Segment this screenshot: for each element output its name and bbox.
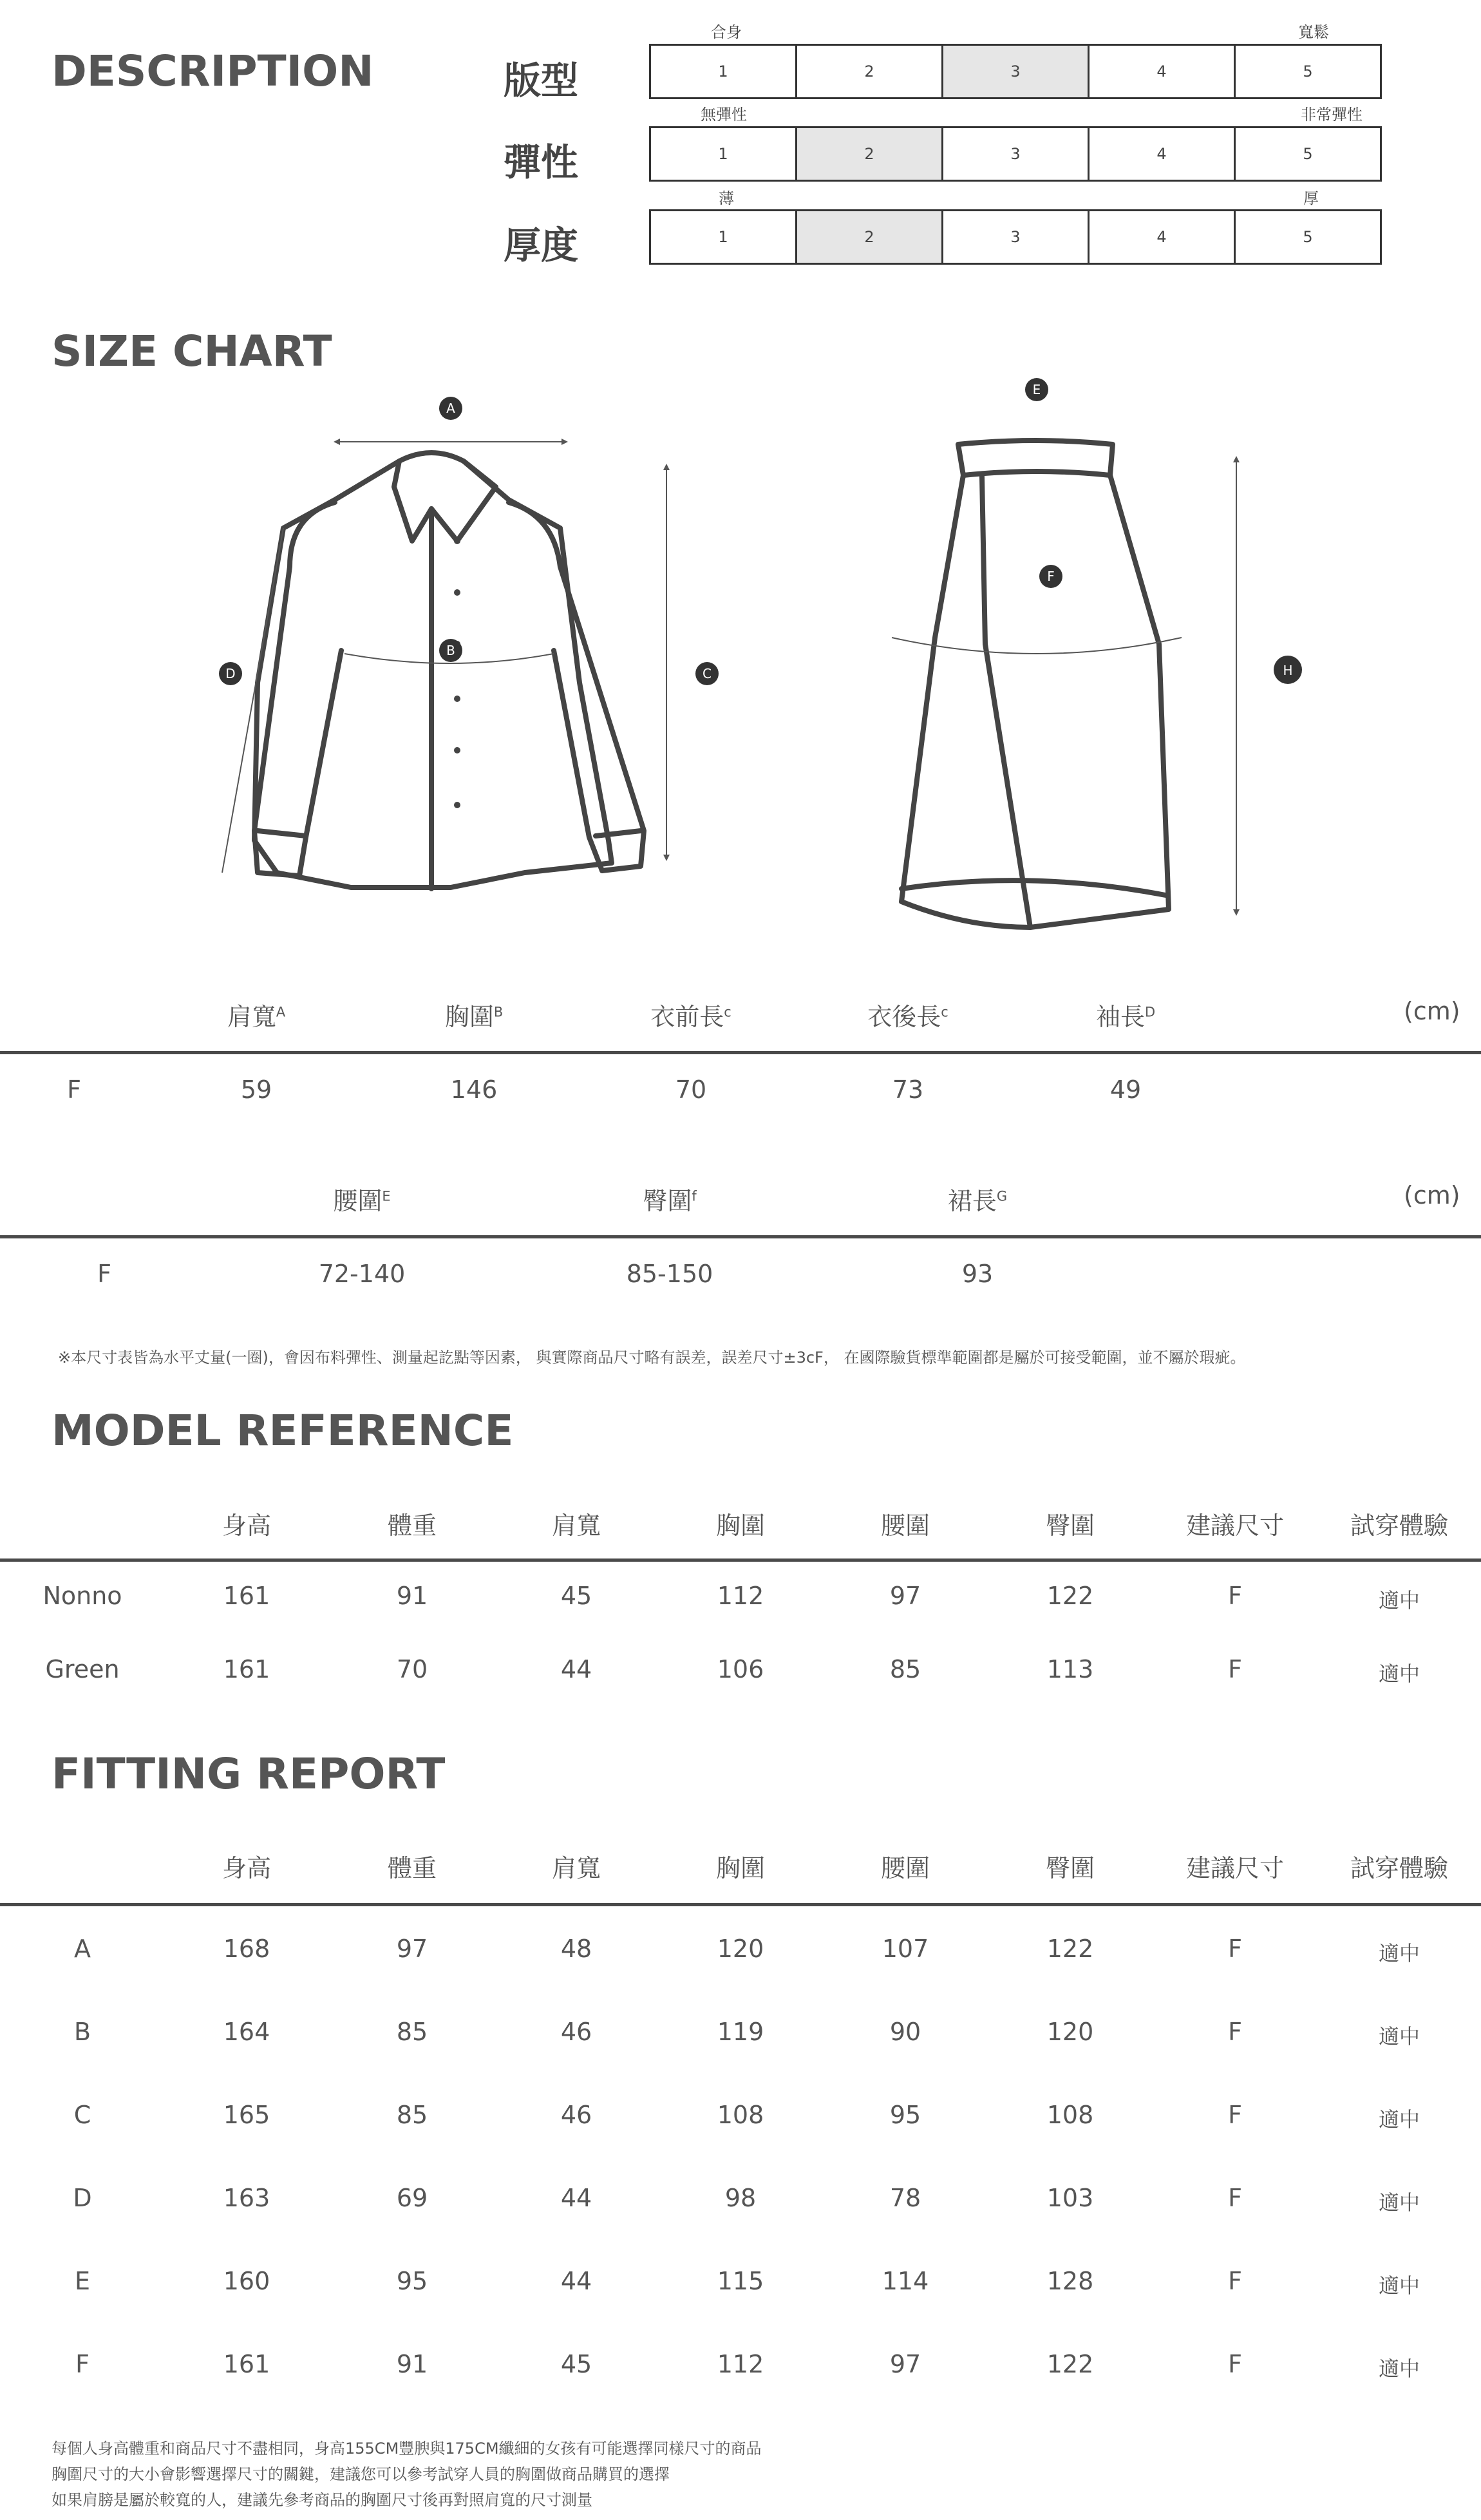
table-cell: F (1228, 1935, 1242, 1963)
column-header: 胸圍 (715, 1854, 766, 1882)
size-label: F (97, 1260, 111, 1288)
column-header: 裙長$^G$ (947, 1187, 1008, 1215)
marker-f-label: F (1047, 569, 1055, 584)
table-rule (0, 1051, 1481, 1054)
scale-left-label: 無彈性 (701, 106, 747, 124)
table-cell: 93 (961, 1260, 994, 1288)
marker-h-label: H (1283, 663, 1293, 678)
column-header: 腰圍 (880, 1854, 930, 1882)
table-cell: 48 (560, 1935, 592, 1963)
column-header: 臀圍 (1045, 1854, 1095, 1882)
table-cell: 適中 (1378, 1588, 1420, 1613)
skirt-illustration (837, 361, 1352, 940)
table-cell: 45 (560, 1582, 592, 1610)
attribute-label: 彈性 (504, 140, 579, 184)
table-cell: 46 (560, 2018, 592, 2046)
column-header: 肩寬 (551, 1511, 601, 1540)
column-header: 肩寬$^A$ (227, 1003, 286, 1031)
column-header: 建議尺寸 (1185, 1854, 1285, 1882)
table-cell: 146 (450, 1075, 498, 1104)
table-cell: 112 (717, 2350, 764, 2378)
table-cell: 69 (396, 2184, 428, 2212)
table-cell: 適中 (1378, 2273, 1420, 2298)
table-cell: 165 (223, 2101, 270, 2129)
rating-scale (649, 126, 1382, 182)
table-cell: 161 (223, 1655, 270, 1683)
table-cell: 70 (396, 1655, 428, 1683)
skirt-diagram (837, 361, 1352, 940)
table-rule (0, 1235, 1481, 1238)
column-header: 體重 (387, 1511, 437, 1540)
column-header: 身高 (222, 1854, 272, 1882)
table-cell: 44 (560, 2184, 592, 2212)
table-cell: F (1228, 1582, 1242, 1610)
table-cell: 97 (889, 2350, 921, 2378)
marker-h (1274, 656, 1302, 684)
scale-cell: 3 (941, 128, 1088, 180)
fitting-note: 胸圍尺寸的大小會影響選擇尺寸的關鍵，建議您可以參考試穿人員的胸圍做商品購買的選擇 (52, 2465, 670, 2483)
table-cell: 44 (560, 2267, 592, 2295)
table-cell: 168 (223, 1935, 270, 1963)
column-header: 胸圍 (715, 1511, 766, 1540)
table-cell: 97 (889, 1582, 921, 1610)
marker-c-label: C (703, 666, 712, 681)
table-cell: 適中 (1378, 1941, 1420, 1966)
column-header: 腰圍 (880, 1511, 930, 1540)
table-cell: F (1228, 2018, 1242, 2046)
rating-scale (649, 209, 1382, 265)
scale-cell: 2 (795, 46, 941, 97)
unit-label: (cm) (1404, 1181, 1460, 1209)
shirt-illustration (0, 386, 740, 914)
column-header: 臀圍$^f$ (643, 1187, 697, 1215)
unit-label: (cm) (1404, 997, 1460, 1025)
scale-cell: 3 (941, 211, 1088, 263)
table-cell: 98 (724, 2184, 757, 2212)
column-header: 肩寬 (551, 1854, 601, 1882)
fitting-note: 如果肩膀是屬於較寬的人，建議先參考商品的胸圍尺寸後再對照肩寬的尺寸測量 (52, 2491, 592, 2509)
scale-cell: 4 (1088, 211, 1234, 263)
table-cell: 適中 (1378, 2107, 1420, 2132)
column-header: 身高 (222, 1511, 272, 1540)
table-cell: 85 (396, 2101, 428, 2129)
row-name: C (73, 2101, 91, 2129)
model-reference-title: MODEL REFERENCE (52, 1406, 514, 1455)
table-cell: 108 (717, 2101, 764, 2129)
table-cell: 160 (223, 2267, 270, 2295)
column-header: 體重 (387, 1854, 437, 1882)
table-cell: 113 (1046, 1655, 1094, 1683)
size-chart-note: ※本尺寸表皆為水平丈量(一圈)，會因布料彈性、測量起訖點等因素， 與實際商品尺寸略有誤差，誤差尺寸±3cF， 在國際驗貨標準範圍都是屬於可接受範圍，並不屬於瑕疵。 (58, 1349, 1246, 1367)
table-cell: F (1228, 2101, 1242, 2129)
column-header: 胸圍$^B$ (444, 1003, 504, 1031)
table-cell: 119 (717, 2018, 764, 2046)
marker-c (695, 662, 719, 685)
scale-cell: 1 (718, 228, 728, 246)
column-header: 試穿體驗 (1350, 1511, 1449, 1540)
scale-right-label: 非常彈性 (1301, 106, 1363, 124)
scale-cell: 1 (718, 62, 728, 81)
table-cell: 107 (882, 1935, 929, 1963)
table-cell: 72-140 (318, 1260, 406, 1288)
marker-e (1025, 378, 1048, 401)
row-name: F (75, 2350, 90, 2378)
table-cell: 91 (396, 1582, 428, 1610)
scale-cell: 5 (1234, 46, 1380, 97)
table-cell: 44 (560, 1655, 592, 1683)
table-cell: 95 (396, 2267, 428, 2295)
table-cell: 128 (1046, 2267, 1094, 2295)
fitting-note: 每個人身高體重和商品尺寸不盡相同，身高155CM豐腴與175CM纖細的女孩有可能選擇同樣尺寸的商品 (52, 2439, 762, 2458)
table-cell: F (1228, 2267, 1242, 2295)
table-cell: 85 (889, 1655, 921, 1683)
column-header: 試穿體驗 (1350, 1854, 1449, 1882)
table-cell: 46 (560, 2101, 592, 2129)
row-name: D (73, 2184, 92, 2212)
marker-f (1039, 565, 1062, 588)
description-title: DESCRIPTION (52, 46, 374, 96)
table-cell: 114 (882, 2267, 929, 2295)
rating-scale (649, 44, 1382, 99)
scale-cell-selected: 3 (941, 46, 1088, 97)
table-cell: 103 (1046, 2184, 1094, 2212)
scale-cell: 5 (1234, 128, 1380, 180)
table-cell: 115 (717, 2267, 764, 2295)
table-cell: 161 (223, 1582, 270, 1610)
marker-b (439, 639, 462, 662)
row-name: E (74, 2267, 91, 2295)
size-chart-title: SIZE CHART (52, 327, 332, 376)
column-header: 衣前長$^c$ (650, 1003, 731, 1031)
table-rule (0, 1903, 1481, 1906)
marker-e-label: E (1032, 382, 1041, 397)
column-header: 衣後長$^c$ (867, 1003, 948, 1031)
table-cell: 適中 (1378, 2356, 1420, 2381)
table-cell: 91 (396, 2350, 428, 2378)
table-cell: 112 (717, 1582, 764, 1610)
table-rule (0, 1558, 1481, 1562)
table-cell: 85 (396, 2018, 428, 2046)
table-cell: 164 (223, 2018, 270, 2046)
column-header: 袖長$^D$ (1095, 1003, 1156, 1031)
table-cell: 97 (396, 1935, 428, 1963)
scale-cell-selected: 2 (795, 211, 941, 263)
row-name: B (73, 2018, 91, 2046)
table-cell: 59 (240, 1075, 272, 1104)
table-cell: 161 (223, 2350, 270, 2378)
table-cell: F (1228, 2350, 1242, 2378)
scale-left-label: 合身 (711, 23, 742, 41)
table-cell: 85-150 (626, 1260, 713, 1288)
scale-left-label: 薄 (719, 189, 734, 207)
table-cell: 120 (1046, 2018, 1094, 2046)
row-name: Nonno (42, 1582, 122, 1610)
table-cell: 45 (560, 2350, 592, 2378)
table-cell: 90 (889, 2018, 921, 2046)
table-cell: 163 (223, 2184, 270, 2212)
table-cell: 122 (1046, 2350, 1094, 2378)
scale-cell: 4 (1088, 46, 1234, 97)
table-cell: 73 (892, 1075, 924, 1104)
scale-cell: 1 (718, 145, 728, 163)
table-cell: 適中 (1378, 1662, 1420, 1686)
row-name: Green (45, 1655, 120, 1683)
fitting-report-title: FITTING REPORT (52, 1749, 446, 1799)
row-name: A (74, 1935, 91, 1963)
scale-cell: 4 (1088, 128, 1234, 180)
marker-a (439, 397, 462, 420)
attribute-label: 版型 (504, 59, 579, 102)
table-cell: 122 (1046, 1582, 1094, 1610)
table-cell: 108 (1046, 2101, 1094, 2129)
marker-b-label: B (446, 643, 455, 658)
column-header: 建議尺寸 (1185, 1511, 1285, 1540)
table-cell: 106 (717, 1655, 764, 1683)
scale-right-label: 寬鬆 (1298, 23, 1329, 41)
column-header: 臀圍 (1045, 1511, 1095, 1540)
marker-a-label: A (446, 401, 455, 416)
size-label: F (67, 1075, 81, 1104)
marker-d (219, 662, 242, 685)
marker-d-label: D (225, 666, 236, 681)
table-cell: F (1228, 1655, 1242, 1683)
column-header: 腰圍$^E$ (333, 1187, 391, 1215)
table-cell: 70 (675, 1075, 707, 1104)
shirt-diagram (0, 386, 740, 914)
table-cell: 適中 (1378, 2190, 1420, 2215)
table-cell: 適中 (1378, 2024, 1420, 2049)
table-cell: 95 (889, 2101, 921, 2129)
table-cell: 120 (717, 1935, 764, 1963)
scale-cell-selected: 2 (795, 128, 941, 180)
table-cell: 78 (889, 2184, 921, 2212)
table-cell: F (1228, 2184, 1242, 2212)
scale-cell: 5 (1234, 211, 1380, 263)
attribute-label: 厚度 (504, 223, 579, 267)
table-cell: 122 (1046, 1935, 1094, 1963)
table-cell: 49 (1109, 1075, 1142, 1104)
scale-right-label: 厚 (1303, 189, 1319, 207)
